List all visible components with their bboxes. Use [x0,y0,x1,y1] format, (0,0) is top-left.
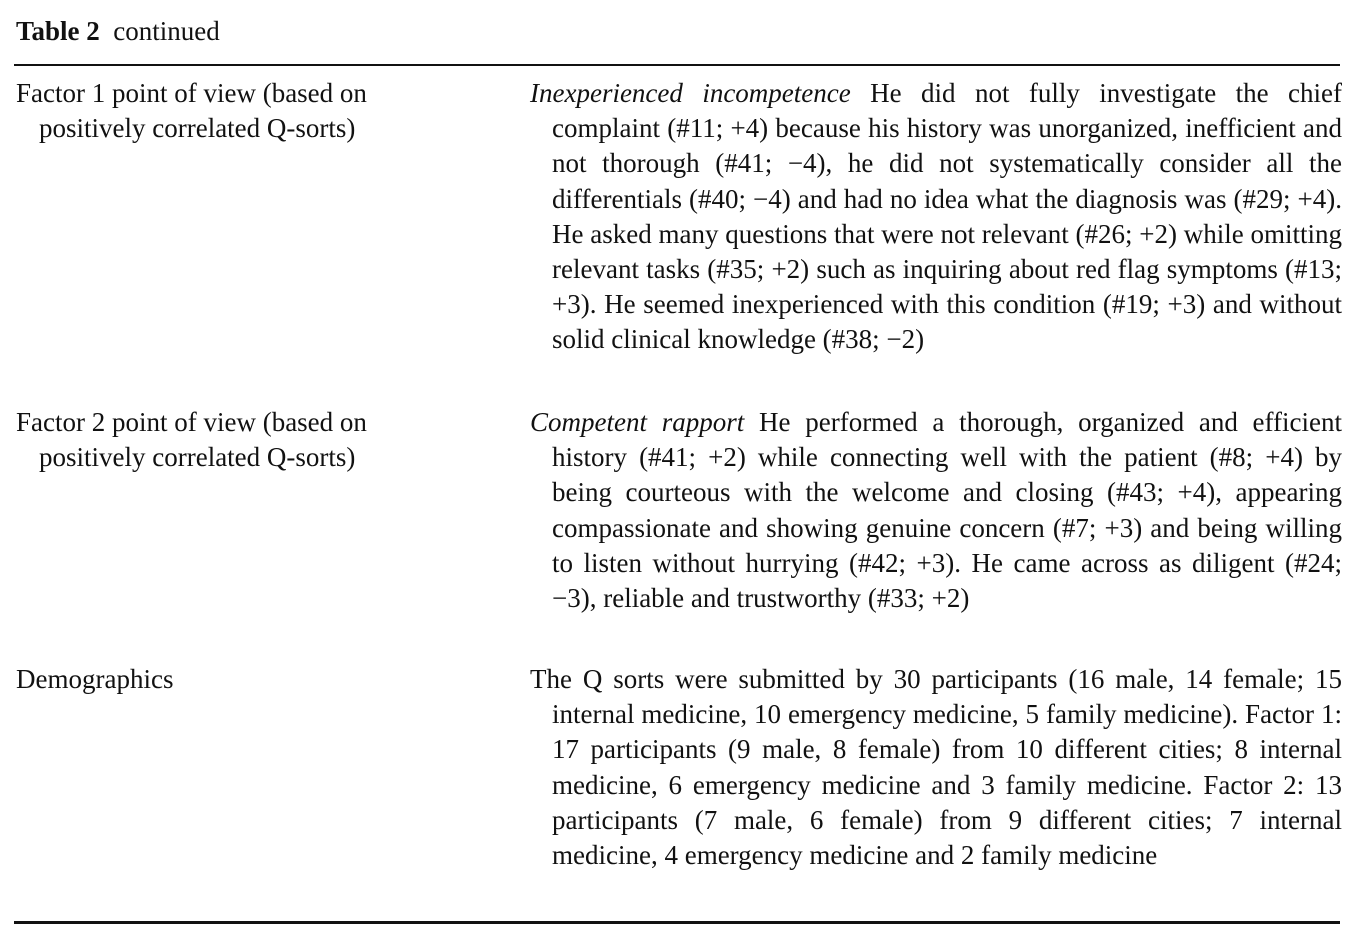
row-description [530,405,1342,616]
row-description [530,662,1342,873]
table-caption [16,12,220,50]
row-description-lead: Inexperienced incompetence [530,78,851,108]
row-label-line-2: positively correlated Q-sorts) [39,113,356,144]
row-label-line-2: positively correlated Q-sorts) [39,442,356,473]
table-caption-suffix: continued [113,16,220,46]
table-bottom-rule [14,921,1340,924]
row-label [16,405,486,475]
table-top-rule [14,64,1340,66]
row-description [530,76,1342,358]
row-label [16,662,486,697]
row-description-lead: Competent rapport [530,407,745,437]
row-description-text: He performed a thorough, organized and efficient history (#41; +2) while connecting well with the patient (#8; +4) by being courteous with the welcome and closing (#43; +4), appearing compassionate and showing genuine concern (#7; +3) and being willing to listen without hurrying (#42; +3). He came across as diligent (#24; −3), reliable and trustworthy (#33; +2) [552,407,1343,614]
row-label-line-1: Factor 1 point of view (based on [16,78,367,108]
table-number: Table 2 [16,16,100,46]
row-description-text: The Q sorts were submitted by 30 participants (16 male, 14 female; 15 internal medicine, 10 emergency medicine, 5 family medicine). Factor 1: 17 participants (9 male, 8 female) from 10 different cities; 8 internal medicine, 6 emergency medicine and 3 family medicine. Factor 2: 13 participants (7 male, 6 female) from 9 different cities; 7 internal medicine, 4 emergency medicine and 2 family medicine [530,664,1342,871]
row-label-line-1: Factor 2 point of view (based on [16,407,367,437]
row-label [16,76,486,146]
row-description-text: He did not fully investigate the chief complaint (#11; +4) because his history was unorganized, inefficient and not thorough (#41; −4), he did not systematically consider all the differentials (#40; −4) and had no idea what the diagnosis was (#29; +4). He asked many questions that were not relevant (#26; +2) while omitting relevant tasks (#35; +2) such as inquiring about red flag symptoms (#13; +3). He seemed inexperienced with this condition (#19; +3) and without solid clinical knowledge (#38; −2) [552,78,1343,355]
row-label-line-1: Demographics [16,664,174,694]
